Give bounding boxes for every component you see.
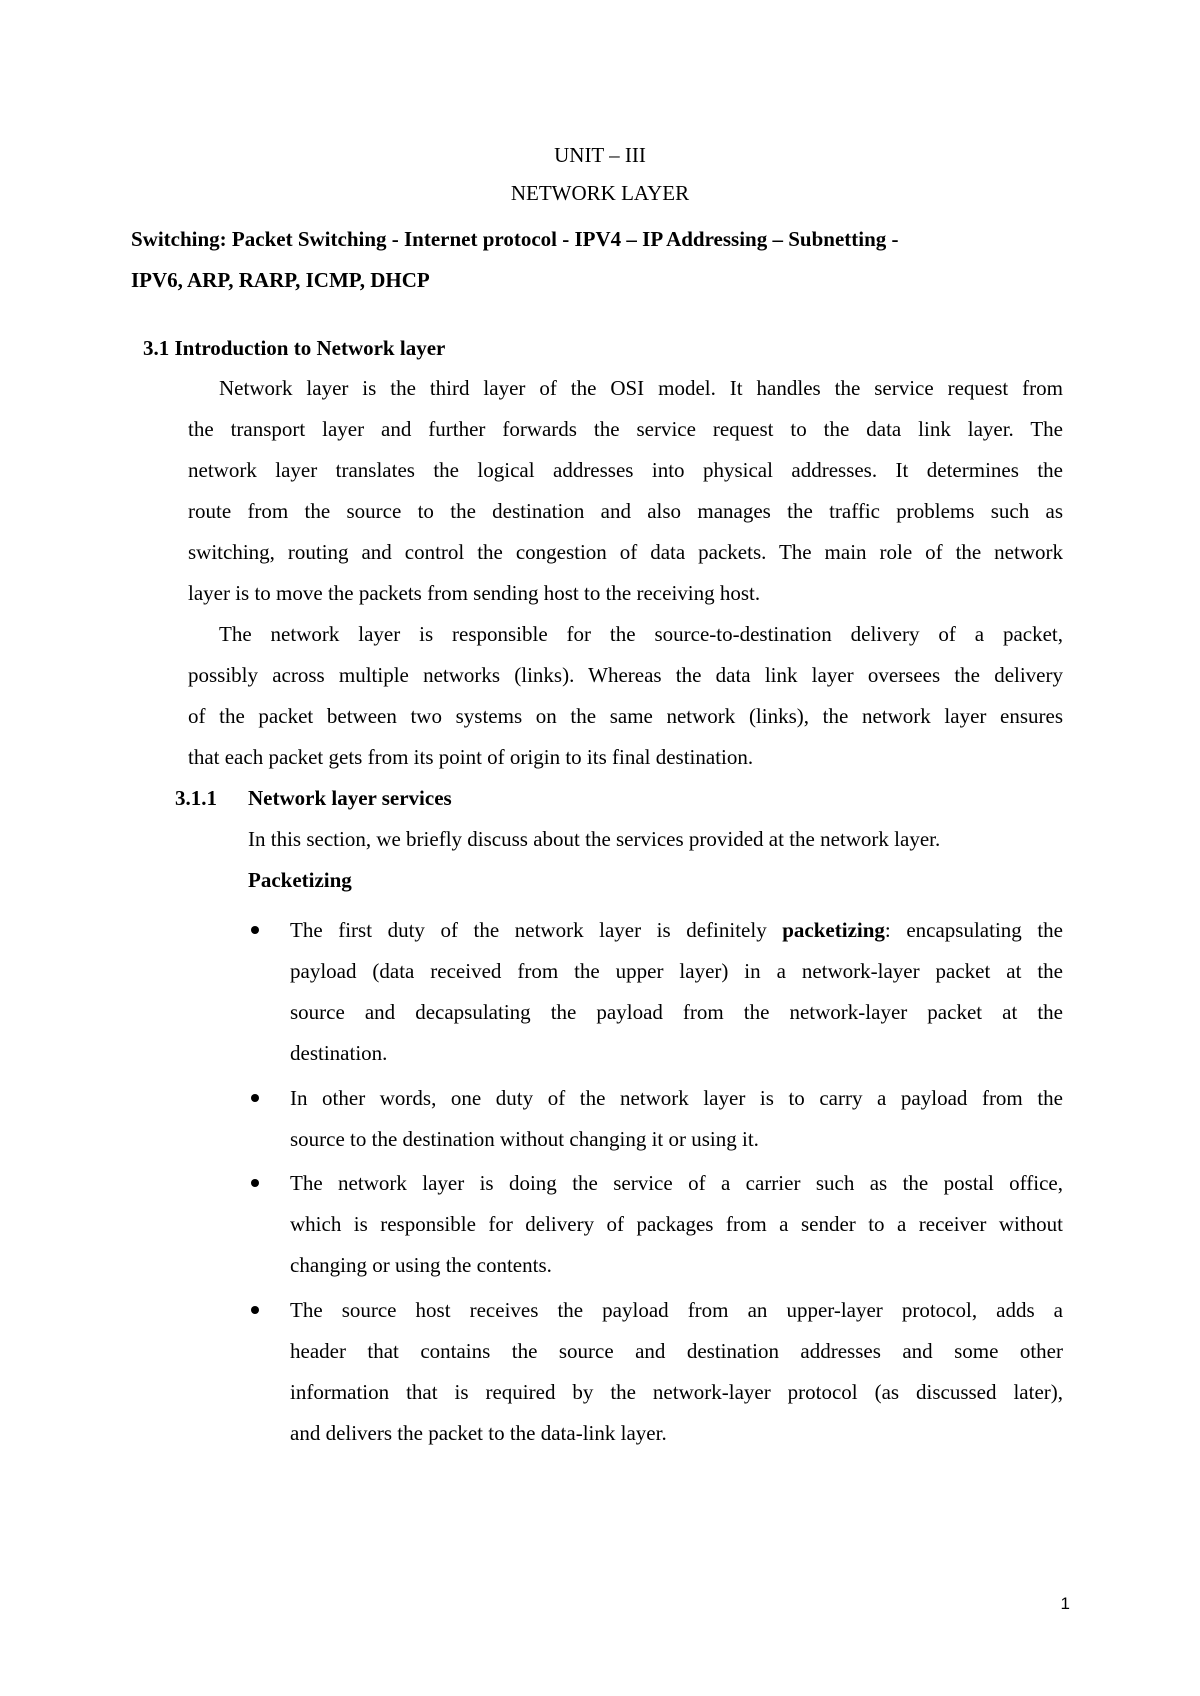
paragraph-2-line: The network layer is responsible for the source-to-destination delivery of a packet, <box>219 622 1063 646</box>
paragraph-1-line: layer is to move the packets from sending host to the receiving host. <box>188 581 761 605</box>
bullet-2-line: source to the destination without changing it or using it. <box>290 1127 759 1151</box>
paragraph-1-line: network layer translates the logical addresses into physical addresses. It determines the <box>188 458 1063 482</box>
packetizing-heading: Packetizing <box>248 868 352 892</box>
paragraph-1-line: Network layer is the third layer of the OSI model. It handles the service request from <box>219 376 1063 400</box>
section-heading-3-1: 3.1 Introduction to Network layer <box>143 336 446 360</box>
bullet-1-bold-term: packetizing <box>782 918 885 942</box>
topics-line-1: Switching: Packet Switching - Internet protocol - IPV4 – IP Addressing – Subnetting - <box>131 227 899 251</box>
paragraph-1-line: the transport layer and further forwards the service request to the data link layer. The <box>188 417 1063 441</box>
bullet-1-line: destination. <box>290 1041 388 1065</box>
bullet-4-line: information that is required by the network-layer protocol (as discussed later), <box>290 1380 1063 1404</box>
subsection-number: 3.1.1 <box>175 786 217 810</box>
bullet-2-line: In other words, one duty of the network layer is to carry a payload from the <box>290 1086 1063 1110</box>
unit-title: UNIT – III <box>554 143 646 167</box>
bullet-1-line: source and decapsulating the payload from the network-layer packet at the <box>290 1000 1063 1024</box>
bullet-1-text-post: : encapsulating the <box>884 918 1063 942</box>
bullet-3-line: The network layer is doing the service of a carrier such as the postal office, <box>290 1171 1063 1195</box>
bullet-1-line <box>290 916 1063 944</box>
bullet-1-line: payload (data received from the upper layer) in a network-layer packet at the <box>290 959 1063 983</box>
topics-line-2: IPV6, ARP, RARP, ICMP, DHCP <box>131 268 430 292</box>
bullet-icon <box>251 1094 259 1102</box>
bullet-4-line: The source host receives the payload from an upper-layer protocol, adds a <box>290 1298 1063 1322</box>
paragraph-2-line: possibly across multiple networks (links). Whereas the data link layer oversees the delivery <box>188 663 1063 687</box>
bullet-icon <box>251 926 259 934</box>
bullet-icon <box>251 1306 259 1314</box>
subsection-title: Network layer services <box>248 786 452 810</box>
paragraph-1-line: switching, routing and control the congestion of data packets. The main role of the network <box>188 540 1063 564</box>
chapter-title: NETWORK LAYER <box>510 181 690 205</box>
bullet-3-line: which is responsible for delivery of packages from a sender to a receiver without <box>290 1212 1063 1236</box>
paragraph-1-line: route from the source to the destination and also manages the traffic problems such as <box>188 499 1063 523</box>
page-number: 1 <box>1060 1594 1070 1613</box>
paragraph-2-line: of the packet between two systems on the same network (links), the network layer ensures <box>188 704 1063 728</box>
bullet-3-line: changing or using the contents. <box>290 1253 552 1277</box>
bullet-4-line: and delivers the packet to the data-link layer. <box>290 1421 667 1445</box>
bullet-4-line: header that contains the source and destination addresses and some other <box>290 1339 1063 1363</box>
bullet-icon <box>251 1179 259 1187</box>
subsection-intro: In this section, we briefly discuss about the services provided at the network layer. <box>248 827 941 851</box>
bullet-1-text-pre: The first duty of the network layer is definitely <box>290 918 783 942</box>
paragraph-2-line: that each packet gets from its point of origin to its final destination. <box>188 745 754 769</box>
